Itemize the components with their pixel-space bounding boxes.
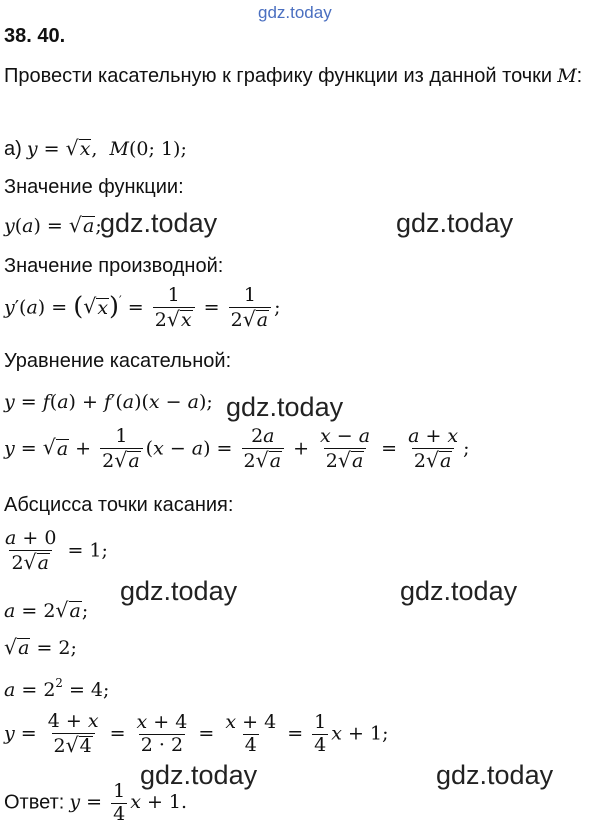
point-M: M [557, 65, 577, 87]
answer [4, 782, 187, 825]
watermark-4: gdz.today [120, 576, 238, 606]
statement-text: Провести касательную к графику функции из данной точки [4, 65, 553, 87]
heading-function-value: Значение функции: [4, 176, 184, 198]
function-value-formula: y(a) = √ a ; [4, 213, 102, 238]
watermark-3: gdz.today [226, 392, 344, 422]
problem-statement [4, 65, 582, 88]
watermark-top: gdz.today [258, 3, 332, 22]
part-a-label: а) [4, 138, 22, 160]
answer-label: Ответ: [4, 791, 65, 814]
watermark-1: gdz.today [100, 208, 218, 238]
watermark-6: gdz.today [140, 760, 258, 790]
step-a-eq-2sqrt-a: a = 2 √ a ; [4, 598, 89, 623]
colon: : [576, 65, 583, 87]
heading-tangent-equation: Уравнение касательной: [4, 350, 232, 372]
step-a-eq-4: $a = 2^2 = 4$; [4, 676, 110, 701]
problem-number: 38. 40. [4, 25, 66, 47]
answer-formula: y = $\frac{1}{4}$ x + 1. [69, 780, 188, 825]
part-a-condition [4, 136, 187, 161]
condition-formula: y = √ x , M(0; 1); [26, 136, 187, 161]
watermark-5: gdz.today [400, 576, 518, 606]
derivative-formula: y′(a) = ( √ x )′ = 1 2 √ x = 1 2 √ a ; [4, 284, 281, 331]
heading-tangency-abscissa: Абсцисса точки касания: [4, 494, 234, 516]
watermark-7: gdz.today [436, 760, 554, 790]
step-sqrt-a-eq-2: √ a = 2; [4, 635, 77, 660]
tangent-general-formula: y = f(a) + f′(a)(x − a); [4, 391, 213, 413]
watermark-2: gdz.today [396, 208, 514, 238]
heading-derivative-value: Значение производной: [4, 255, 224, 277]
tangent-substituted-formula: y = √ a + 1 2 √ a (x − a) = 2a 2 √ a + x − a 2 √ a = a + x 2 √ a ; [4, 425, 470, 472]
tangent-result-formula: y = 4 + x 2 √ 4 = $\frac{x + 4}{2 \cdot 2}$ = $\frac{x + 4}{4}$ = $\frac{1}{4}$ x + 1; [4, 710, 389, 757]
abscissa-equation: a + 0 2 √ a = 1; [5, 527, 108, 574]
